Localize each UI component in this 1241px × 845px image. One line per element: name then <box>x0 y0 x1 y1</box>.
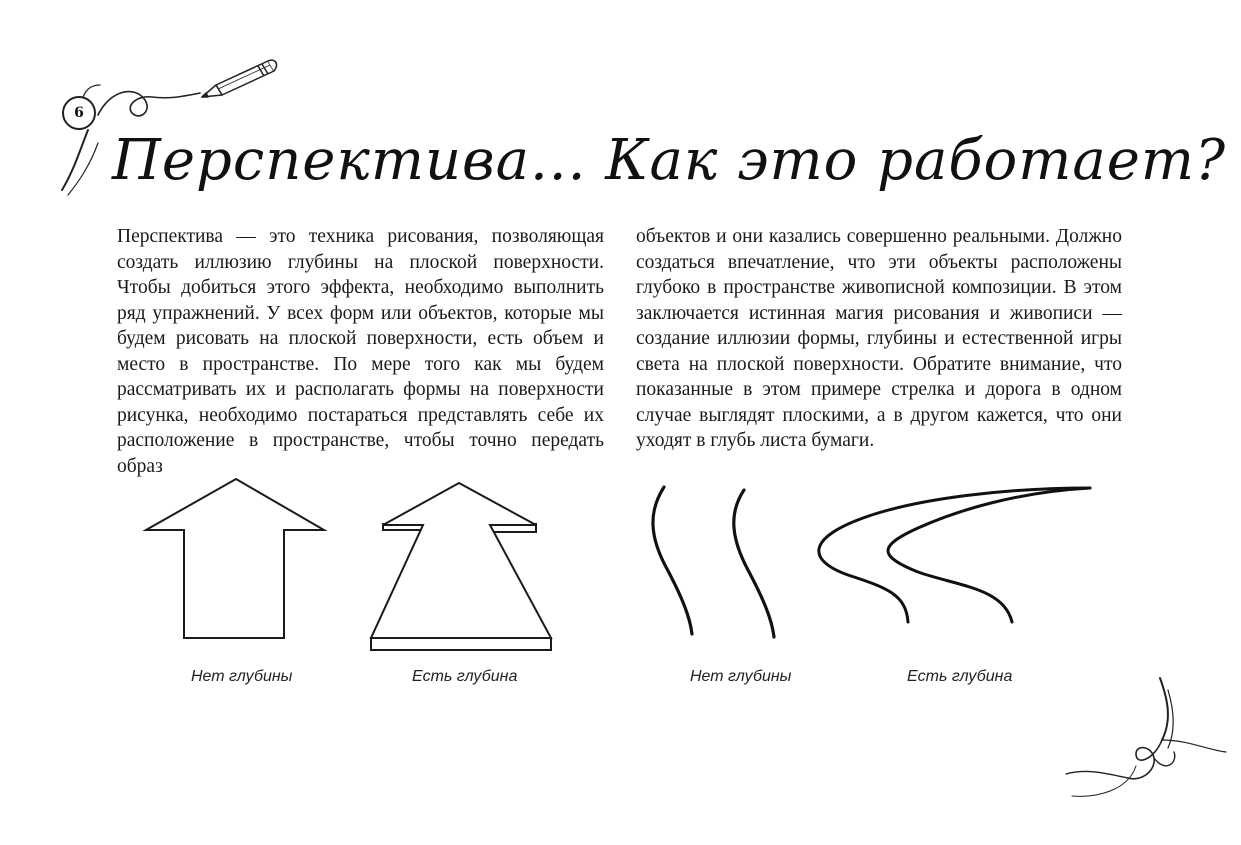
caption-road-flat: Нет глубины <box>690 668 792 685</box>
body-text-right-column: объектов и они казались совершенно реальными. Должно создаться впечатление, что эти объекты расположены глубоко в пространстве живописной композиции. В этом заключается истинная магия рисования и живописи — создание иллюзии формы, глубины и естественной игры света на плоской поверхности. Обратите внимание, что показанные в этом примере стрелка и дорога в одном случае выглядят плоскими, а в другом кажется, что они уходят в глубь листа бумаги. <box>636 226 1122 451</box>
road-flat-right-line <box>734 490 774 637</box>
arrow-depth-figure <box>373 478 553 658</box>
road-flat-figure <box>640 482 780 652</box>
bottom-swirl-ornament <box>1058 670 1238 840</box>
depth-arrow-shape <box>371 483 551 638</box>
page-number: 6 <box>62 96 96 130</box>
road-flat-left-line <box>653 487 692 634</box>
caption-road-depth: Есть глубина <box>907 668 1013 685</box>
pencil-icon <box>196 55 286 105</box>
arrow-flat-figure <box>142 476 332 646</box>
page-title: Перспектива... Как это работает? <box>112 128 1227 193</box>
body-text-left-column: Перспектива — это техника рисования, позволяющая создать иллюзию глубины на плоской поверхности. Чтобы добиться этого эффекта, необходимо выполнить ряд упражнений. У всех форм или объектов, которые мы будем рисовать на плоской поверхности, есть объем и место в пространстве. По мере того как мы будем рассматривать их и располагать формы на поверхности рисунка, необходимо постараться представлять себе их расположение в пространстве, чтобы точно передать образ <box>117 226 604 477</box>
caption-arrow-depth: Есть глубина <box>412 668 518 685</box>
road-depth-figure <box>808 480 1108 630</box>
caption-arrow-flat: Нет глубины <box>191 668 293 685</box>
road-depth-outer-line <box>819 488 1090 622</box>
flat-arrow-shape <box>146 479 324 638</box>
road-depth-inner-line <box>888 488 1090 622</box>
